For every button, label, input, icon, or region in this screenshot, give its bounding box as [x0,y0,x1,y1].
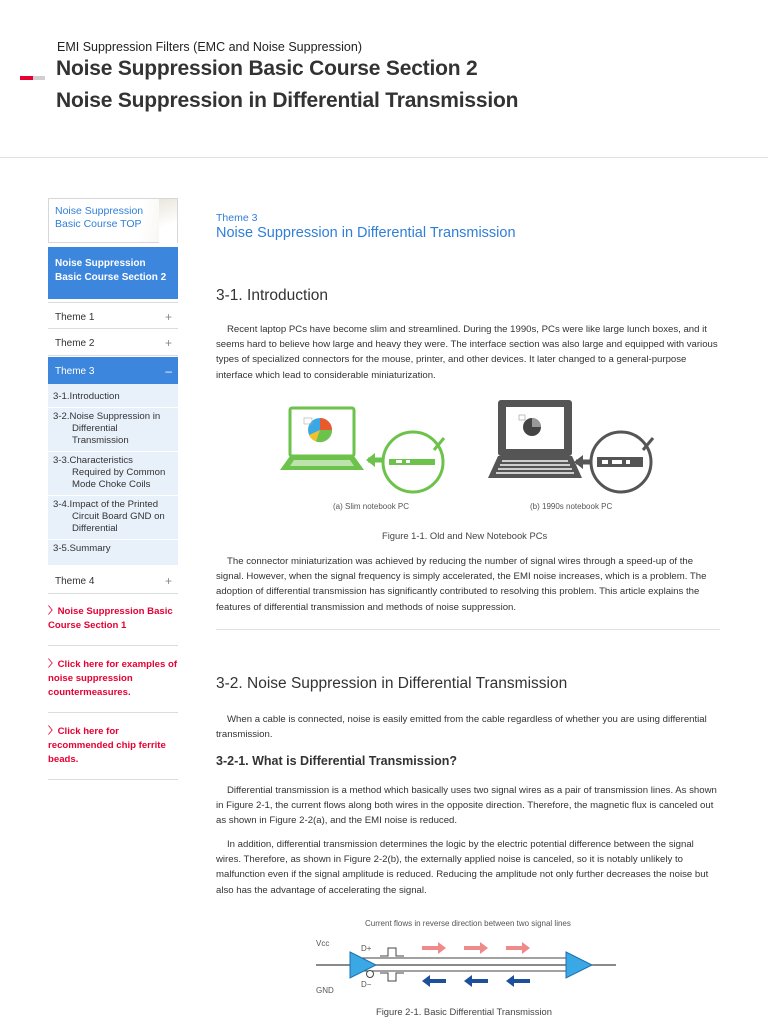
chevron-right-icon: 〉 [48,659,58,670]
figure-1-1-label-b: (b) 1990s notebook PC [530,502,613,511]
sidebar-item-theme4[interactable] [48,565,178,594]
sidebar-nav [48,198,178,780]
sidebar-item-theme1[interactable] [48,302,178,329]
banner-page-fold [159,199,177,243]
banner-line1: Noise Suppression [55,205,144,217]
paragraph-logic-potential: In addition, differential transmission determines the logic by the electric potential difference between the signal wires. Therefore, as shown in Figure 2-2(b), the externally applied noise is canceled, so it is notably unlikely to malfunction even if the signal amplitude is reduced. Reducing the amplitude not only further decreases the noise but also has the advantage of accelerating the signal. [216,839,709,896]
subsection-heading-3-2-1: 3-2-1. What is Differential Transmission? [216,754,458,768]
expand-plus-icon: + [164,336,172,350]
sidebar-subitem-3-5[interactable]: 3-5.Summary [53,543,111,554]
sidebar-subitem-3-2[interactable]: 3-2.Noise Suppression in Differential Transmission [48,408,178,452]
collapse-minus-icon: – [165,364,172,378]
link-chip-ferrite-beads-label: Click here for recommended chip ferrite beads. [48,726,166,765]
page-header [0,0,768,158]
figure-2-1-gnd-label: GND [316,986,334,995]
figure-2-1-vcc-label: Vcc [316,939,330,948]
theme3-subitems [48,384,178,565]
category-breadcrumb[interactable]: EMI Suppression Filters (EMC and Noise Suppression) [57,40,362,54]
figure-2-1-dplus-label: D+ [361,944,372,953]
paragraph-miniaturization: The connector miniaturization was achieved by reducing the number of signal wires through a speed-up of the signal. However, when the signal frequency is simply accelerated, the EMI noise increases, which is a problem. The adoption of differential transmission has significantly contributed to resolving this problem. This article explains the features of differential transmission and methods of noise suppression. [216,556,707,613]
section-heading-3-2: 3-2. Noise Suppression in Differential Transmission [216,675,568,692]
banner-line2: Basic Course TOP [55,218,142,230]
page-title-line1: Noise Suppression Basic Course Section 2 [56,57,478,80]
section-divider [216,629,720,630]
chevron-right-icon: 〉 [48,726,58,737]
figure-1-1-label-a: (a) Slim notebook PC [333,502,410,511]
paragraph-intro: Recent laptop PCs have become slim and streamlined. During the 1990s, PCs were like large lunch boxes, and it seems hard to believe how large and heavy they were. The interface section was also large and equipped with various types of specialized connectors for the mouse, printer, and other devices. It later changed to a general-purpose interface which lead to considerable miniaturization. [216,324,718,381]
figure-1-1-caption: Figure 1-1. Old and New Notebook PCs [382,530,548,541]
sidebar-item-active-course[interactable]: Noise Suppression Basic Course Section 2 [48,247,178,299]
theme4-label: Theme 4 [55,576,95,587]
theme-title: Noise Suppression in Differential Transmission [216,225,516,241]
old-laptop-illustration [488,400,582,478]
paragraph-cable-noise: When a cable is connected, noise is easily emitted from the cable regardless of whether you are using differential transmission. [216,714,707,741]
figure-1-1-notebook-pcs [276,398,666,500]
link-course-section-1[interactable] [48,594,178,646]
sidebar-subitem-3-3[interactable]: 3-3.Characteristics Required by Common Mode Choke Coils [48,452,178,496]
sidebar-subitem-3-4[interactable]: 3-4.Impact of the Printed Circuit Board GND on Differential [48,496,178,540]
theme3-label: Theme 3 [55,366,95,377]
course-top-banner[interactable] [48,198,178,243]
theme2-label: Theme 2 [55,338,95,349]
link-countermeasure-examples-label: Click here for examples of noise suppression countermeasures. [48,659,178,698]
sidebar-item-theme3[interactable] [48,357,178,384]
title-accent-bar [20,76,45,80]
link-course-section-1-label: Noise Suppression Basic Course Section 1 [48,606,173,631]
banner-text [55,205,143,231]
figure-2-1-caption: Figure 2-1. Basic Differential Transmission [376,1006,552,1017]
receiver-icon [566,952,592,978]
figure-2-1-top-label: Current flows in reverse direction between two signal lines [365,919,571,928]
chevron-right-icon: 〉 [48,606,58,617]
theme1-label: Theme 1 [55,312,95,323]
link-countermeasure-examples[interactable] [48,646,178,713]
sidebar-subitem-3-1[interactable]: 3-1.Introduction [48,388,178,408]
expand-plus-icon: + [164,310,172,324]
slim-laptop-illustration [280,408,364,470]
theme-label: Theme 3 [216,212,258,224]
sidebar-item-theme2[interactable] [48,329,178,356]
link-chip-ferrite-beads[interactable] [48,713,178,780]
figure-2-1-dminus-label: D− [361,980,372,989]
expand-plus-icon: + [164,574,172,588]
paragraph-differential-definition: Differential transmission is a method which basically uses two signal wires as a pair of transmission lines. As shown in Figure 2-1, the current flows along both wires in the opposite direction. Therefore, the magnetic flux is canceled out as shown in Figure 2-2(a), and the EMI noise is reduced. [216,785,717,827]
figure-2-1-differential-diagram [308,934,628,1000]
section-heading-3-1: 3-1. Introduction [216,287,329,304]
page-title-line2: Noise Suppression in Differential Transmission [56,89,519,112]
